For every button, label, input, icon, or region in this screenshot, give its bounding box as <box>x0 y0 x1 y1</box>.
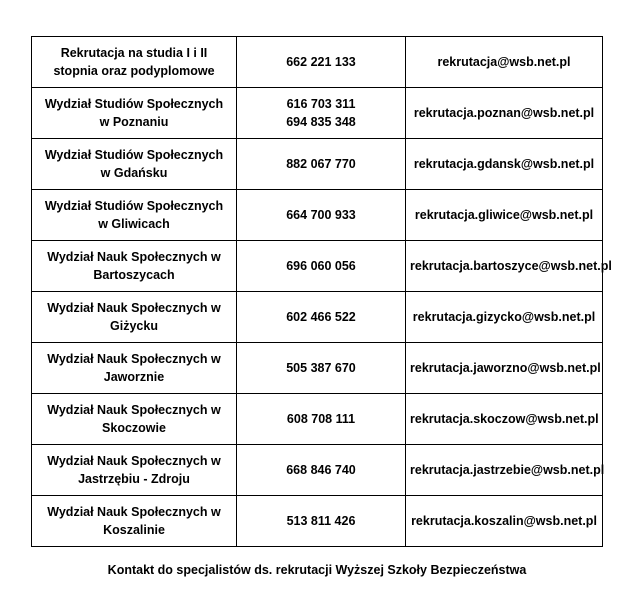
table-row <box>32 343 603 394</box>
email-cell[interactable]: rekrutacja.jastrzebie@wsb.net.pl <box>406 445 603 496</box>
email-cell[interactable]: rekrutacja.koszalin@wsb.net.pl <box>406 496 603 547</box>
department-name-cell: Wydział Nauk Społecznych w Jastrzębiu - Zdroju <box>32 445 237 496</box>
table-row <box>32 241 603 292</box>
table-row <box>32 445 603 496</box>
department-name-cell: Wydział Nauk Społecznych w Giżycku <box>32 292 237 343</box>
department-name-cell: Wydział Studiów Społecznych w Gdańsku <box>32 139 237 190</box>
phone-cell: 664 700 933 <box>237 190 406 241</box>
email-cell[interactable]: rekrutacja.gdansk@wsb.net.pl <box>406 139 603 190</box>
phone-cell: 602 466 522 <box>237 292 406 343</box>
table-caption: Kontakt do specjalistów ds. rekrutacji Wyższej Szkoły Bezpieczeństwa <box>107 563 527 577</box>
department-name-cell: Wydział Studiów Społecznych w Gliwicach <box>32 190 237 241</box>
table-row <box>32 139 603 190</box>
phone-cell: 882 067 770 <box>237 139 406 190</box>
email-cell[interactable]: rekrutacja.skoczow@wsb.net.pl <box>406 394 603 445</box>
table-row <box>32 190 603 241</box>
department-name-cell: Rekrutacja na studia I i II stopnia oraz podyplomowe <box>32 37 237 88</box>
department-name-cell: Wydział Nauk Społecznych w Koszalinie <box>32 496 237 547</box>
email-cell[interactable]: rekrutacja.bartoszyce@wsb.net.pl <box>406 241 603 292</box>
department-name-cell: Wydział Nauk Społecznych w Bartoszycach <box>32 241 237 292</box>
table-row <box>32 88 603 139</box>
email-cell[interactable]: rekrutacja.gliwice@wsb.net.pl <box>406 190 603 241</box>
email-cell[interactable]: rekrutacja@wsb.net.pl <box>406 37 603 88</box>
email-cell[interactable]: rekrutacja.gizycko@wsb.net.pl <box>406 292 603 343</box>
department-name-cell: Wydział Nauk Społecznych w Jaworznie <box>32 343 237 394</box>
email-cell[interactable]: rekrutacja.poznan@wsb.net.pl <box>406 88 603 139</box>
table-row <box>32 496 603 547</box>
phone-cell: 505 387 670 <box>237 343 406 394</box>
phone-cell: 662 221 133 <box>237 37 406 88</box>
email-cell[interactable]: rekrutacja.jaworzno@wsb.net.pl <box>406 343 603 394</box>
recruitment-contacts-table <box>31 36 612 547</box>
table-row <box>32 394 603 445</box>
contact-rows <box>32 37 612 547</box>
table-row <box>32 292 603 343</box>
table-row <box>32 37 603 88</box>
phone-cell: 696 060 056 <box>237 241 406 292</box>
phone-cell: 608 708 111 <box>237 394 406 445</box>
department-name-cell: Wydział Nauk Społecznych w Skoczowie <box>32 394 237 445</box>
phone-cell: 616 703 311 694 835 348 <box>237 88 406 139</box>
phone-cell: 513 811 426 <box>237 496 406 547</box>
department-name-cell: Wydział Studiów Społecznych w Poznaniu <box>32 88 237 139</box>
phone-cell: 668 846 740 <box>237 445 406 496</box>
